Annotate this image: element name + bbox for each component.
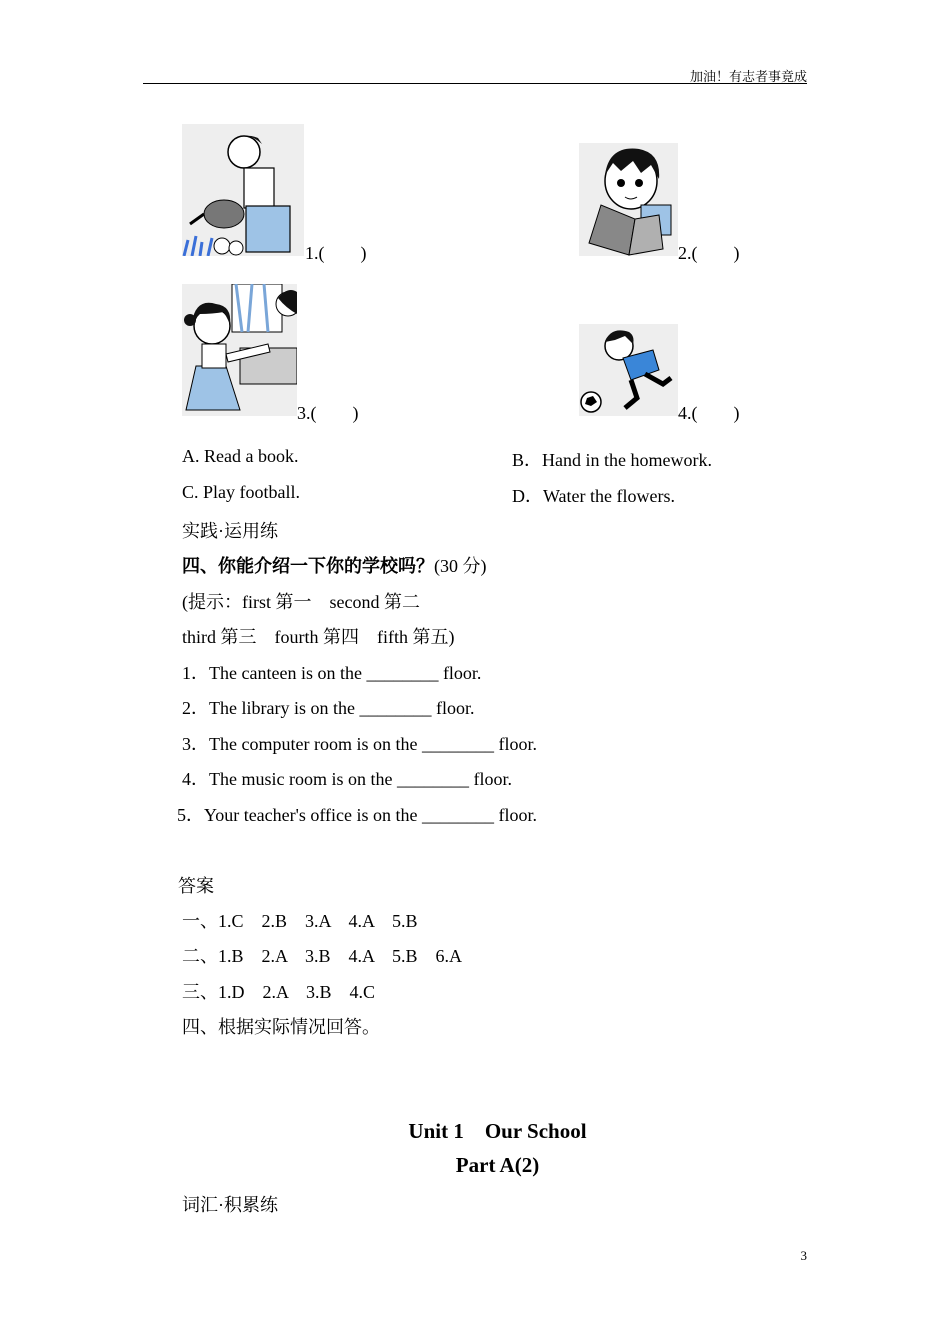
question-3-blank: 3.( )	[297, 403, 359, 423]
header-slogan: 加油！有志者事竟成	[689, 69, 807, 84]
hint-line-2: third 第三 fourth 第四 fifth 第五)	[182, 627, 455, 647]
section-4-score: (30 分)	[434, 556, 487, 576]
option-b: B．Hand in the homework.	[512, 450, 712, 470]
question-4-blank: 4.( )	[678, 403, 740, 423]
answer-line-1: 一、1.C 2.B 3.A 4.A 5.B	[182, 911, 418, 931]
boy-reading-book-icon	[579, 143, 678, 256]
fill-item-5: 5．Your teacher's office is on the ________ floor.	[177, 805, 538, 825]
fill-item-1: 1．The canteen is on the ________ floor.	[182, 663, 482, 683]
girl-handing-homework-icon	[182, 284, 297, 416]
section-4-heading	[182, 552, 487, 578]
fill-item-4: 4．The music room is on the ________ floor.	[182, 769, 512, 789]
answer-line-3: 三、1.D 2.A 3.B 4.C	[182, 982, 376, 1002]
unit-title: Unit 1 Our School	[408, 1119, 587, 1143]
fill-item-3: 3．The computer room is on the ________ floor.	[182, 734, 537, 754]
boy-playing-football-icon	[579, 324, 678, 416]
practice-label: 实践·运用练	[182, 521, 278, 541]
answers-title: 答案	[178, 876, 214, 896]
answer-line-2: 二、1.B 2.A 3.B 4.A 5.B 6.A	[182, 946, 463, 966]
hint-line-1: (提示：first 第一 second 第二	[182, 592, 420, 612]
answer-line-4: 四、根据实际情况回答。	[182, 1017, 380, 1037]
question-1-blank: 1.( )	[305, 243, 367, 263]
unit-part: Part A(2)	[455, 1153, 540, 1177]
header-divider	[143, 83, 807, 84]
vocab-label: 词汇·积累练	[182, 1195, 278, 1215]
fill-item-2: 2．The library is on the ________ floor.	[182, 698, 475, 718]
option-c: C. Play football.	[182, 482, 300, 502]
question-2-blank: 2.( )	[678, 243, 740, 263]
option-d: D．Water the flowers.	[512, 486, 675, 506]
boy-watering-flowers-icon	[182, 124, 304, 256]
option-a: A. Read a book.	[182, 446, 299, 466]
page-number: 3	[800, 1248, 807, 1263]
section-4-title: 四、你能介绍一下你的学校吗？	[182, 556, 434, 576]
